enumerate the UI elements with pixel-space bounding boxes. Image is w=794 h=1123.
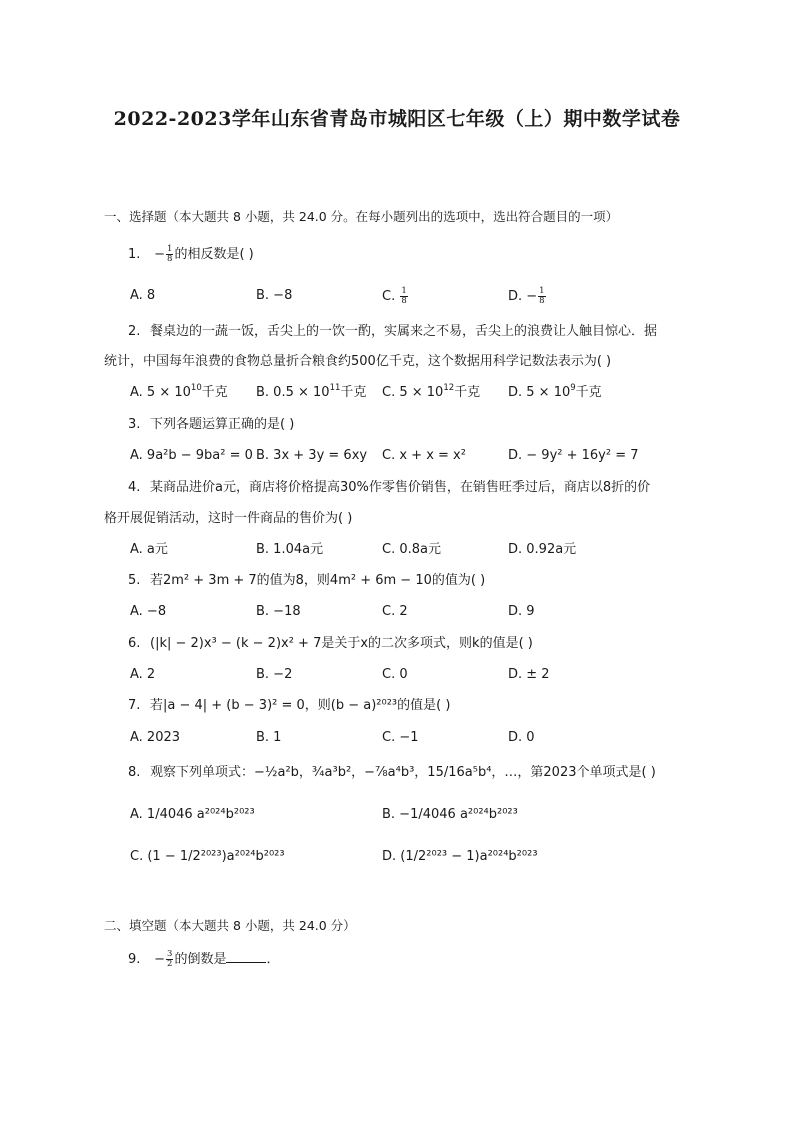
- fraction: $\frac{1}{8}$: [167, 244, 173, 264]
- option-d: D. 0: [508, 730, 535, 745]
- section-fill-heading: 二、填空题（本大题共 8 小题，共 24.0 分）: [104, 918, 356, 933]
- question-number: 8.: [128, 765, 141, 780]
- option-b: B. 1.04a元: [256, 542, 324, 557]
- fraction: $\frac{3}{2}$: [167, 949, 173, 969]
- period: ．: [266, 952, 280, 967]
- option-b: B. −18: [256, 604, 301, 619]
- question-text: 若|a − 4| + (b − 3)² = 0，则(b − a)²⁰²³的值是( ): [150, 698, 451, 713]
- option-a: A. 1/4046 a²⁰²⁴b²⁰²³: [130, 807, 255, 822]
- option-d: D. − 9y² + 16y² = 7: [508, 448, 639, 463]
- option-c: C. 2: [382, 604, 408, 619]
- option-a: A. 9a²b − 9ba² = 0: [130, 448, 253, 463]
- question-text: 的倒数是: [174, 952, 227, 967]
- question-text-line-1: 餐桌边的一蔬一饭，舌尖上的一饮一酌，实属来之不易，舌尖上的浪费让人触目惊心．据: [150, 324, 658, 339]
- option-d: D. $5 \times 10^9$千克: [508, 383, 602, 400]
- option-a: A. −8: [130, 604, 167, 619]
- option-c: C. $5 \times 10^{12}$千克: [382, 383, 481, 400]
- option-b: B. −8: [256, 288, 293, 303]
- question-5: [128, 572, 485, 590]
- option-d: D. ± 2: [508, 667, 550, 682]
- option-c: C. $\frac{1}{8}$: [382, 286, 407, 306]
- question-number: 3.: [128, 417, 141, 432]
- minus-sign: −: [154, 952, 166, 967]
- option-a: A. $5 \times 10^{10}$千克: [130, 383, 228, 400]
- question-text: (|k| − 2)x³ − (k − 2)x² + 7是关于x的二次多项式，则k的值是( ): [150, 636, 533, 651]
- section-choice-heading: 一、选择题（本大题共 8 小题，共 24.0 分。在每小题列出的选项中，选出符合题目的一项）: [104, 209, 619, 224]
- question-text: 的相反数是( ): [174, 247, 254, 262]
- option-b: B. −2: [256, 667, 293, 682]
- option-b: B. $0.5 \times 10^{11}$千克: [256, 383, 367, 400]
- option-a: A. a元: [130, 542, 168, 557]
- option-c: C. 0.8a元: [382, 542, 441, 557]
- option-a: A. 8: [130, 288, 156, 303]
- question-9: [128, 950, 280, 969]
- option-d: D. 0.92a元: [508, 542, 577, 557]
- page-title: 2022-2023学年山东省青岛市城阳区七年级（上）期中数学试卷: [113, 108, 681, 130]
- question-number: 6.: [128, 636, 141, 651]
- question-2-continued: 统计，中国每年浪费的食物总量折合粮食约500亿千克，这个数据用科学记数法表示为( ): [104, 354, 612, 369]
- option-c: C. −1: [382, 730, 419, 745]
- question-number: 2.: [128, 324, 141, 339]
- question-text: 观察下列单项式：−½a²b，¾a³b²，−⅞a⁴b³，15/16a⁵b⁴，…，第2023个单项式是( ): [150, 765, 656, 780]
- option-c: C. 0: [382, 667, 408, 682]
- question-8: [128, 764, 656, 782]
- option-b: B. −1/4046 a²⁰²⁴b²⁰²³: [382, 807, 518, 822]
- option-c: C. x + x = x²: [382, 448, 466, 463]
- option-b: B. 3x + 3y = 6xy: [256, 448, 368, 463]
- question-number: 1.: [128, 247, 141, 262]
- option-a: A. 2023: [130, 730, 181, 745]
- minus-sign: −: [154, 247, 166, 262]
- option-c: C. (1 − 1/2²⁰²³)a²⁰²⁴b²⁰²³: [130, 849, 285, 864]
- question-6: [128, 635, 533, 653]
- question-number: 4.: [128, 480, 141, 495]
- question-text: 若2m² + 3m + 7的值为8，则4m² + 6m − 10的值为( ): [150, 573, 486, 588]
- question-number: 5.: [128, 573, 141, 588]
- option-a: A. 2: [130, 667, 156, 682]
- question-number: 7.: [128, 698, 141, 713]
- question-1: [128, 245, 254, 264]
- option-d: D. − $\frac{1}{8}$: [508, 286, 545, 306]
- answer-blank[interactable]: [226, 950, 266, 963]
- option-d: D. 9: [508, 604, 535, 619]
- question-2: [128, 323, 657, 341]
- question-text: 下列各题运算正确的是( ): [150, 417, 295, 432]
- option-b: B. 1: [256, 730, 282, 745]
- question-number: 9.: [128, 952, 141, 967]
- question-text-line-1: 某商品进价a元，商店将价格提高30%作零售价销售，在销售旺季过后，商店以8折的价: [150, 480, 651, 495]
- question-3: [128, 416, 294, 434]
- option-d: D. (1/2²⁰²³ − 1)a²⁰²⁴b²⁰²³: [382, 849, 538, 864]
- question-7: [128, 697, 450, 715]
- question-4-continued: 格开展促销活动，这时一件商品的售价为( ): [104, 511, 353, 526]
- question-4: [128, 479, 650, 497]
